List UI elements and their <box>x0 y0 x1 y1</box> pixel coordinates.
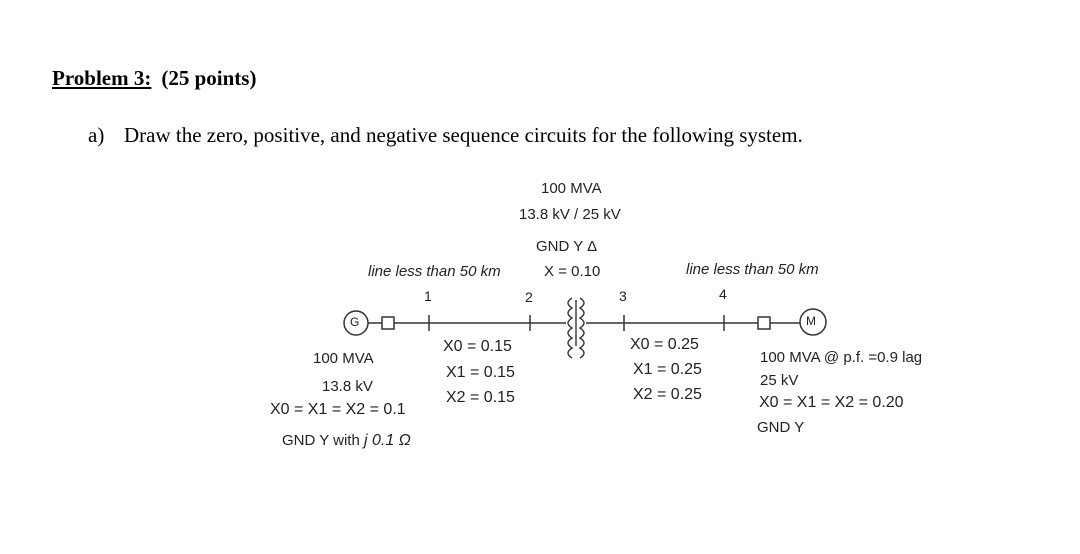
motor-breaker <box>758 317 770 329</box>
question-text: Draw the zero, positive, and negative sequence circuits for the following system. <box>124 123 803 147</box>
motor-rating: 100 MVA @ p.f. =0.9 lag <box>760 349 923 366</box>
motor-grounding: GND Y <box>757 419 805 436</box>
generator-letter: G <box>350 315 360 329</box>
bus-1-label: 1 <box>424 288 432 304</box>
question-letter: a) <box>88 123 105 147</box>
generator-grounding <box>282 432 411 450</box>
transformer-connection: GND Y Δ <box>536 238 598 255</box>
line-left-x1: X1 = 0.15 <box>446 364 515 381</box>
generator-voltage: 13.8 kV <box>322 378 373 395</box>
line-right-x0: X0 = 0.25 <box>630 336 699 353</box>
transformer-reactance: X = 0.10 <box>544 263 601 280</box>
generator-reactance: X0 = X1 = X2 = 0.1 <box>270 401 406 418</box>
transformer-rating: 100 MVA <box>541 180 602 197</box>
problem-label: Problem 3: <box>52 66 152 90</box>
transformer-voltage: 13.8 kV / 25 kV <box>519 206 621 223</box>
bus-4-label: 4 <box>719 286 727 302</box>
line-right-label: line less than 50 km <box>686 261 819 278</box>
line-left-x2: X2 = 0.15 <box>446 389 515 406</box>
line-left-label: line less than 50 km <box>368 263 501 280</box>
line-left-x0: X0 = 0.15 <box>443 338 512 355</box>
transformer-symbol <box>568 298 584 358</box>
line-right-x1: X1 = 0.25 <box>633 361 702 378</box>
generator-rating: 100 MVA <box>313 350 374 367</box>
bus-2-label: 2 <box>525 289 533 305</box>
bus-3-label: 3 <box>619 288 627 304</box>
generator-grounding-impedance: j 0.1 Ω <box>363 432 411 449</box>
motor-letter: M <box>806 314 816 328</box>
motor-reactance: X0 = X1 = X2 = 0.20 <box>759 394 904 411</box>
line-right-x2: X2 = 0.25 <box>633 386 702 403</box>
problem-points: (25 points) <box>161 66 257 90</box>
motor-voltage: 25 kV <box>760 372 799 389</box>
generator-breaker <box>382 317 394 329</box>
generator-grounding-text: GND Y with <box>282 432 360 449</box>
